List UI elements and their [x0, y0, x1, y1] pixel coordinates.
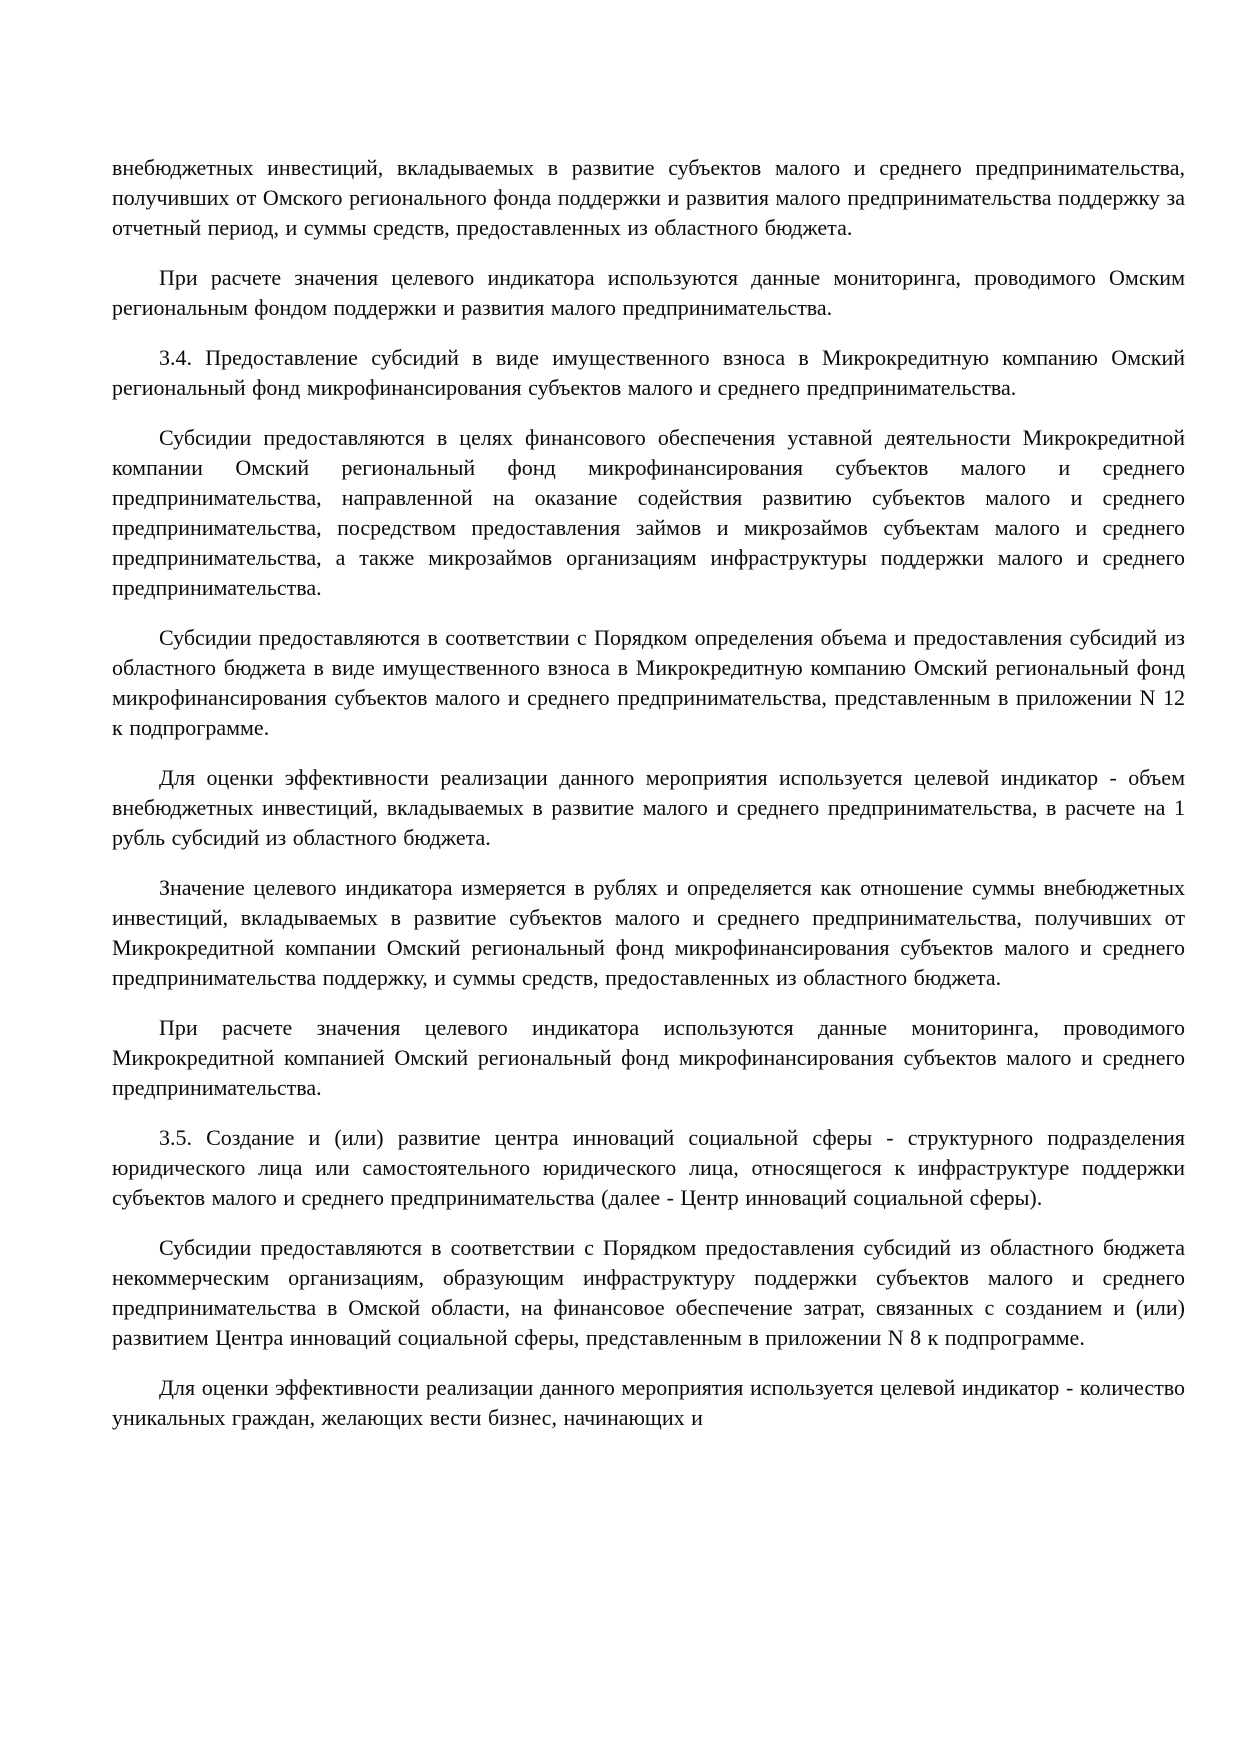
paragraph: Субсидии предоставляются в соответствии с Порядком определения объема и предоставления субсидий из областного бюджета в виде имущественного взноса в Микрокредитную компанию Омский региональный фонд микрофинансирования субъектов малого и среднего предпринимательства, представленным в приложении N 12 к подпрограмме. — [112, 625, 1185, 740]
paragraph: При расчете значения целевого индикатора используются данные мониторинга, проводимого Микрокредитной компанией Омский региональный фонд микрофинансирования субъектов малого и среднего предпринимательства. — [112, 1015, 1185, 1100]
paragraph-continuation: внебюджетных инвестиций, вкладываемых в развитие субъектов малого и среднего предпринимательства, получивших от Омского регионального фонда поддержки и развития малого предпринимательства поддержку за отчетный период, и суммы средств, предоставленных из областного бюджета. — [112, 155, 1185, 240]
paragraph: Значение целевого индикатора измеряется в рублях и определяется как отношение суммы внебюджетных инвестиций, вкладываемых в развитие субъектов малого и среднего предпринимательства, получивших от Микрокредитной компании Омский региональный фонд микрофинансирования субъектов малого и среднего предпринимательства поддержку, и суммы средств, предоставленных из областного бюджета. — [112, 875, 1185, 990]
paragraph: Для оценки эффективности реализации данного мероприятия используется целевой индикатор - объем внебюджетных инвестиций, вкладываемых в развитие малого и среднего предпринимательства, в расчете на 1 рубль субсидий из областного бюджета. — [112, 765, 1185, 850]
paragraph: Субсидии предоставляются в соответствии с Порядком предоставления субсидий из областного бюджета некоммерческим организациям, образующим инфраструктуру поддержки субъектов малого и среднего предпринимательства в Омской области, на финансовое обеспечение затрат, связанных с созданием и (или) развитием Центра инноваций социальной сферы, представленным в приложении N 8 к подпрограмме. — [112, 1235, 1185, 1350]
paragraph: Субсидии предоставляются в целях финансового обеспечения уставной деятельности Микрокредитной компании Омский региональный фонд микрофинансирования субъектов малого и среднего предпринимательства, направленной на оказание содействия развитию субъектов малого и среднего предпринимательства, посредством предоставления займов и микрозаймов субъектам малого и среднего предпринимательства, а также микрозаймов организациям инфраструктуры поддержки малого и среднего предпринимательства. — [112, 425, 1185, 600]
paragraph: При расчете значения целевого индикатора используются данные мониторинга, проводимого Омским региональным фондом поддержки и развития малого предпринимательства. — [112, 265, 1185, 320]
paragraph-section-3-4: 3.4. Предоставление субсидий в виде имущественного взноса в Микрокредитную компанию Омский региональный фонд микрофинансирования субъектов малого и среднего предпринимательства. — [112, 345, 1185, 400]
paragraph-truncated: Для оценки эффективности реализации данного мероприятия используется целевой индикатор - количество уникальных граждан, желающих вести бизнес, начинающих и — [112, 1375, 1185, 1430]
paragraph-section-3-5: 3.5. Создание и (или) развитие центра инноваций социальной сферы - структурного подразделения юридического лица или самостоятельного юридического лица, относящегося к инфраструктуре поддержки субъектов малого и среднего предпринимательства (далее - Центр инноваций социальной сферы). — [112, 1125, 1185, 1210]
